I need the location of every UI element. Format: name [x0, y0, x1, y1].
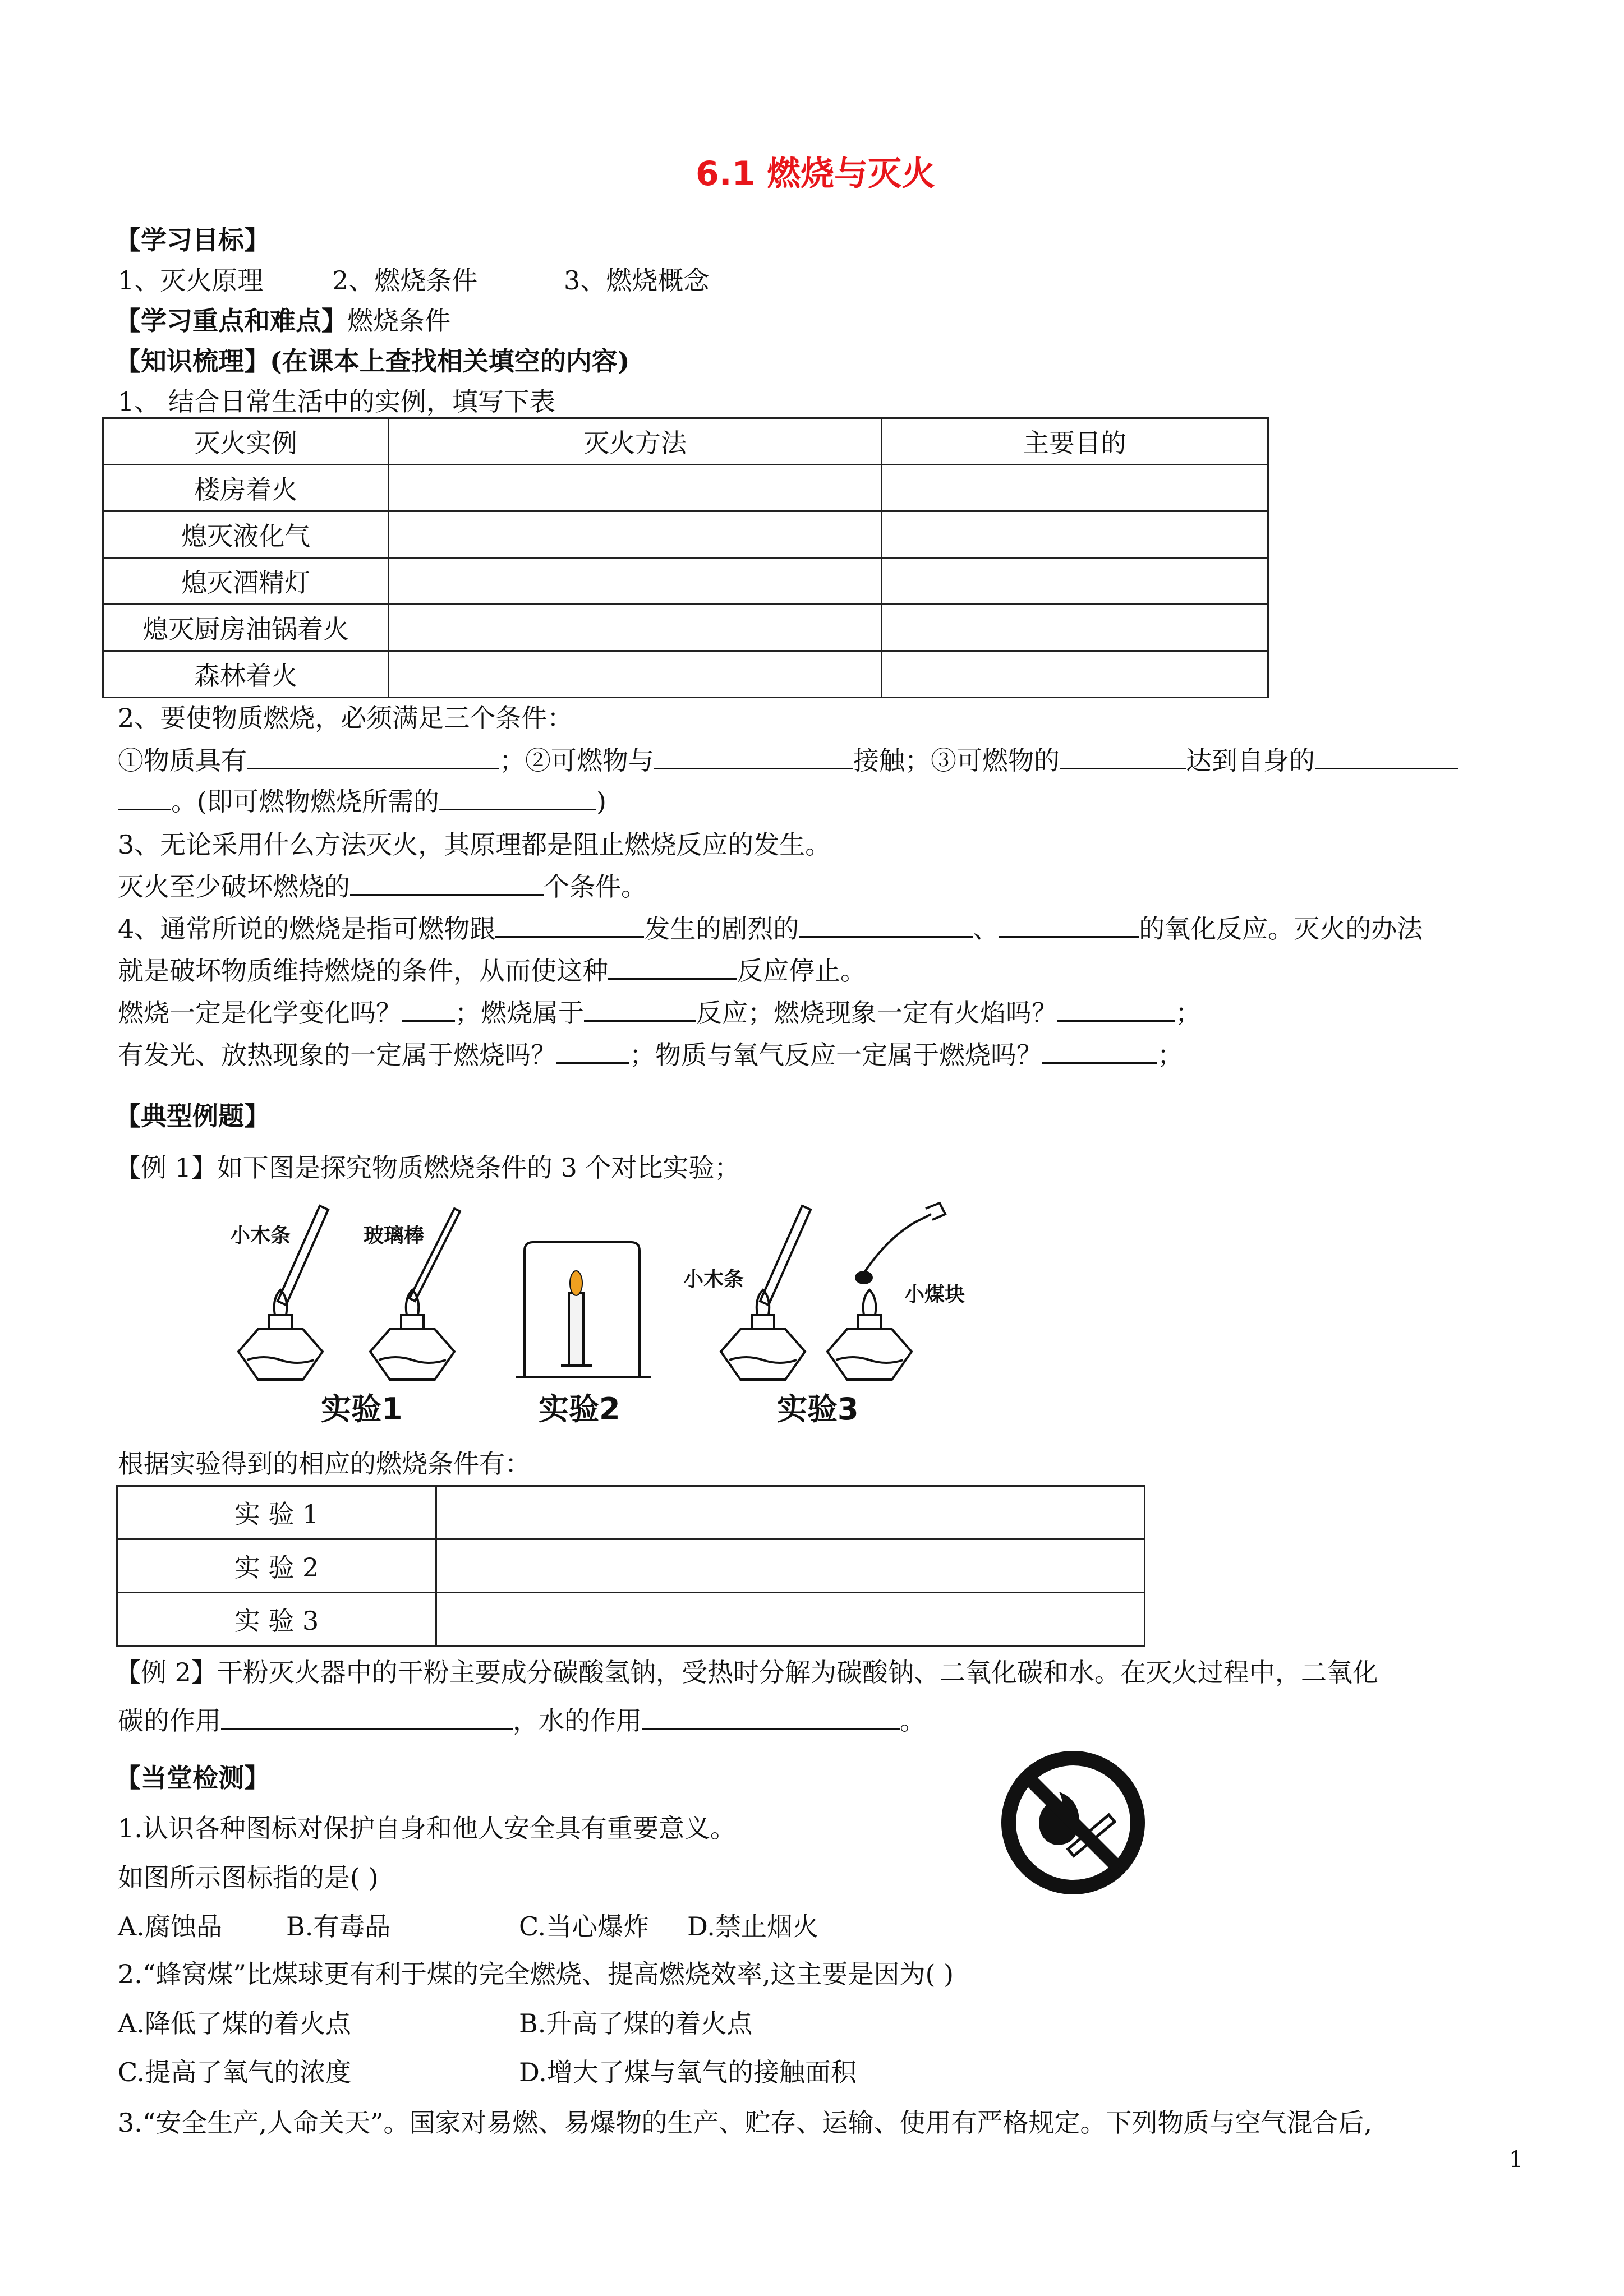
q4-line2 — [118, 953, 866, 988]
alcohol-lamp-icon — [827, 1290, 912, 1380]
table-cell-blank — [436, 1593, 1145, 1646]
table-cell: 实 验 2 — [117, 1539, 436, 1593]
goal-1: 1、灭火原理 — [118, 265, 264, 296]
candle-icon — [569, 1293, 583, 1366]
focus-heading: 【学习重点和难点】 — [115, 306, 347, 336]
q2-text: ①物质具有 — [118, 745, 247, 776]
q4-text: ；燃烧属于 — [455, 998, 584, 1028]
q3-text: 灭火至少破坏燃烧的 — [118, 872, 350, 902]
label-wood-stick-1: 小木条 — [230, 1224, 291, 1247]
q2-text: ) — [596, 786, 606, 817]
q4-text: 、 — [973, 914, 999, 944]
check-q2-line1: 2.“蜂窝煤”比煤球更有利于煤的完全燃烧、提高燃烧效率,这主要是因为( ) — [118, 1959, 954, 1989]
focus-line — [115, 304, 450, 338]
fill-blank[interactable] — [1042, 1038, 1157, 1064]
fill-blank[interactable] — [402, 995, 455, 1022]
table-header: 主要目的 — [881, 418, 1268, 465]
fill-blank[interactable] — [654, 743, 853, 769]
check-heading: 【当堂检测】 — [115, 1763, 270, 1793]
check-q1-option-d: D.禁止烟火 — [687, 1911, 818, 1942]
table-header: 灭火实例 — [103, 418, 389, 465]
fill-blank[interactable] — [799, 911, 973, 938]
table-cell: 实 验 1 — [117, 1486, 436, 1539]
tongs-icon — [864, 1214, 931, 1273]
check-q1-option-a: A.腐蚀品 — [118, 1911, 222, 1942]
q2-line1 — [118, 743, 1458, 777]
coal-lump-icon — [855, 1271, 873, 1284]
fill-blank[interactable] — [608, 953, 737, 980]
ex2-text: 。 — [900, 1705, 926, 1736]
table-cell: 熄灭液化气 — [103, 511, 389, 558]
table-header: 灭火方法 — [389, 418, 882, 465]
table-header-row — [103, 418, 1268, 465]
q1-intro: 1、 结合日常生活中的实例，填写下表 — [118, 386, 555, 417]
q4-text: ； — [1157, 1040, 1183, 1070]
fill-blank[interactable] — [1060, 743, 1186, 769]
experiment-1-label: 实验1 — [321, 1391, 403, 1427]
table-cell-blank — [389, 651, 882, 698]
q2-line2 — [118, 784, 606, 818]
q4-text: ； — [1175, 998, 1201, 1028]
table-cell-blank — [436, 1539, 1145, 1593]
table-cell-blank — [881, 651, 1268, 698]
experiment-3-label: 实验3 — [777, 1391, 859, 1427]
table-row — [103, 651, 1268, 698]
page-title: 6.1 燃烧与灭火 — [696, 154, 936, 193]
q4-line4 — [118, 1038, 1183, 1072]
table-cell-blank — [881, 558, 1268, 605]
page-number: 1 — [1509, 2147, 1524, 2173]
table-cell: 实 验 3 — [117, 1593, 436, 1646]
table-cell-blank — [389, 465, 882, 511]
check-q2-option-b: B.升高了煤的着火点 — [519, 2008, 753, 2039]
check-q2-option-d: D.增大了煤与氧气的接触面积 — [519, 2057, 857, 2087]
table-cell-blank — [389, 511, 882, 558]
table-row — [103, 558, 1268, 605]
ex2-text: 碳的作用 — [118, 1705, 221, 1736]
check-q2-option-c: C.提高了氧气的浓度 — [118, 2057, 352, 2087]
no-smoking-sign-icon — [997, 1747, 1149, 1898]
fill-blank[interactable] — [247, 743, 499, 769]
q3-text: 个条件。 — [544, 872, 647, 902]
table-row — [103, 465, 1268, 511]
experiment-2-label: 实验2 — [539, 1391, 620, 1427]
table-row — [103, 511, 1268, 558]
q4-text: 反应停止。 — [737, 956, 866, 986]
check-q1-option-b: B.有毒品 — [286, 1911, 391, 1942]
table-cell-blank — [881, 605, 1268, 651]
example-1-text: 【例 1】如下图是探究物质燃烧条件的 3 个对比实验； — [115, 1152, 740, 1183]
label-coal-lump: 小煤块 — [904, 1283, 965, 1306]
fill-blank[interactable] — [439, 784, 596, 810]
q2-intro: 2、要使物质燃烧，必须满足三个条件： — [118, 703, 573, 733]
ex2-text: ，水的作用 — [513, 1705, 642, 1736]
q4-text: 发生的剧烈的 — [644, 914, 799, 944]
table-cell: 森林着火 — [103, 651, 389, 698]
q4-text: 反应；燃烧现象一定有火焰吗？ — [696, 998, 1057, 1028]
goal-2: 2、燃烧条件 — [332, 265, 478, 296]
focus-text: 燃烧条件 — [347, 306, 450, 336]
table-cell-blank — [436, 1486, 1145, 1539]
fill-blank[interactable] — [221, 1703, 513, 1730]
check-q3-line1: 3.“安全生产,人命关天”。国家对易燃、易爆物的生产、贮存、运输、使用有严格规定。下列物质与空气混合后, — [118, 2108, 1373, 2138]
table-cell-blank — [881, 465, 1268, 511]
fill-blank[interactable] — [350, 869, 544, 896]
table-cell: 楼房着火 — [103, 465, 389, 511]
examples-heading: 【典型例题】 — [115, 1101, 270, 1131]
q4-text: ；物质与氧气反应一定属于燃烧吗？ — [629, 1040, 1042, 1070]
q4-text: 的氧化反应。灭火的办法 — [1139, 914, 1423, 944]
wooden-stick-icon — [760, 1206, 811, 1305]
table-cell-blank — [389, 605, 882, 651]
experiment-conditions-table — [116, 1485, 1145, 1647]
example-2-line1: 【例 2】干粉灭火器中的干粉主要成分碳酸氢钠，受热时分解为碳酸钠、二氧化碳和水。在灭火过程中，二氧化 — [115, 1657, 1378, 1688]
q3-line1: 3、无论采用什么方法灭火，其原理都是阻止燃烧反应的发生。 — [118, 829, 831, 860]
goals-heading: 【学习目标】 — [115, 225, 270, 255]
fill-blank[interactable] — [118, 784, 171, 810]
check-q2-option-a: A.降低了煤的着火点 — [118, 2008, 351, 2039]
flame-icon — [570, 1271, 582, 1295]
table-cell-blank — [389, 558, 882, 605]
label-glass-rod: 玻璃棒 — [364, 1224, 425, 1247]
alcohol-lamp-icon — [370, 1290, 454, 1380]
fill-blank[interactable] — [642, 1703, 900, 1730]
fire-fighting-table — [102, 417, 1269, 698]
q3-line2 — [118, 869, 647, 903]
check-q1-line2: 如图所示图标指的是( ) — [118, 1862, 379, 1893]
q4-text: 有发光、放热现象的一定属于燃烧吗？ — [118, 1040, 556, 1070]
fill-blank[interactable] — [584, 995, 696, 1022]
fill-blank[interactable] — [1315, 743, 1458, 769]
fill-blank[interactable] — [999, 911, 1139, 938]
table-cell: 熄灭厨房油锅着火 — [103, 605, 389, 651]
q2-text: 接触；③可燃物的 — [853, 745, 1060, 776]
q4-text: 燃烧一定是化学变化吗？ — [118, 998, 402, 1028]
example-1-after: 根据实验得到的相应的燃烧条件有： — [118, 1449, 531, 1479]
table-row — [117, 1486, 1145, 1539]
fill-blank[interactable] — [556, 1038, 629, 1064]
knowledge-heading: 【知识梳理】(在课本上查找相关填空的内容) — [115, 346, 630, 376]
q4-line1 — [118, 911, 1423, 946]
q2-text: 。(即可燃物燃烧所需的 — [171, 786, 439, 817]
q4-text: 就是破坏物质维持燃烧的条件，从而使这种 — [118, 956, 608, 986]
table-cell-blank — [881, 511, 1268, 558]
check-q1-line1: 1.认识各种图标对保护自身和他人安全具有重要意义。 — [118, 1813, 736, 1843]
fill-blank[interactable] — [495, 911, 644, 938]
fill-blank[interactable] — [1057, 995, 1175, 1022]
check-q1-option-c: C.当心爆炸 — [519, 1911, 650, 1942]
q4-line3 — [118, 995, 1201, 1030]
table-row — [117, 1539, 1145, 1593]
q2-text: ；②可燃物与 — [499, 745, 654, 776]
q2-text: 达到自身的 — [1186, 745, 1315, 776]
q4-text: 4、通常所说的燃烧是指可燃物跟 — [118, 914, 496, 944]
example-2-line2 — [118, 1703, 926, 1737]
goal-3: 3、燃烧概念 — [564, 265, 710, 296]
table-cell: 熄灭酒精灯 — [103, 558, 389, 605]
label-wood-stick-2: 小木条 — [683, 1268, 744, 1291]
table-row — [117, 1593, 1145, 1646]
table-row — [103, 605, 1268, 651]
